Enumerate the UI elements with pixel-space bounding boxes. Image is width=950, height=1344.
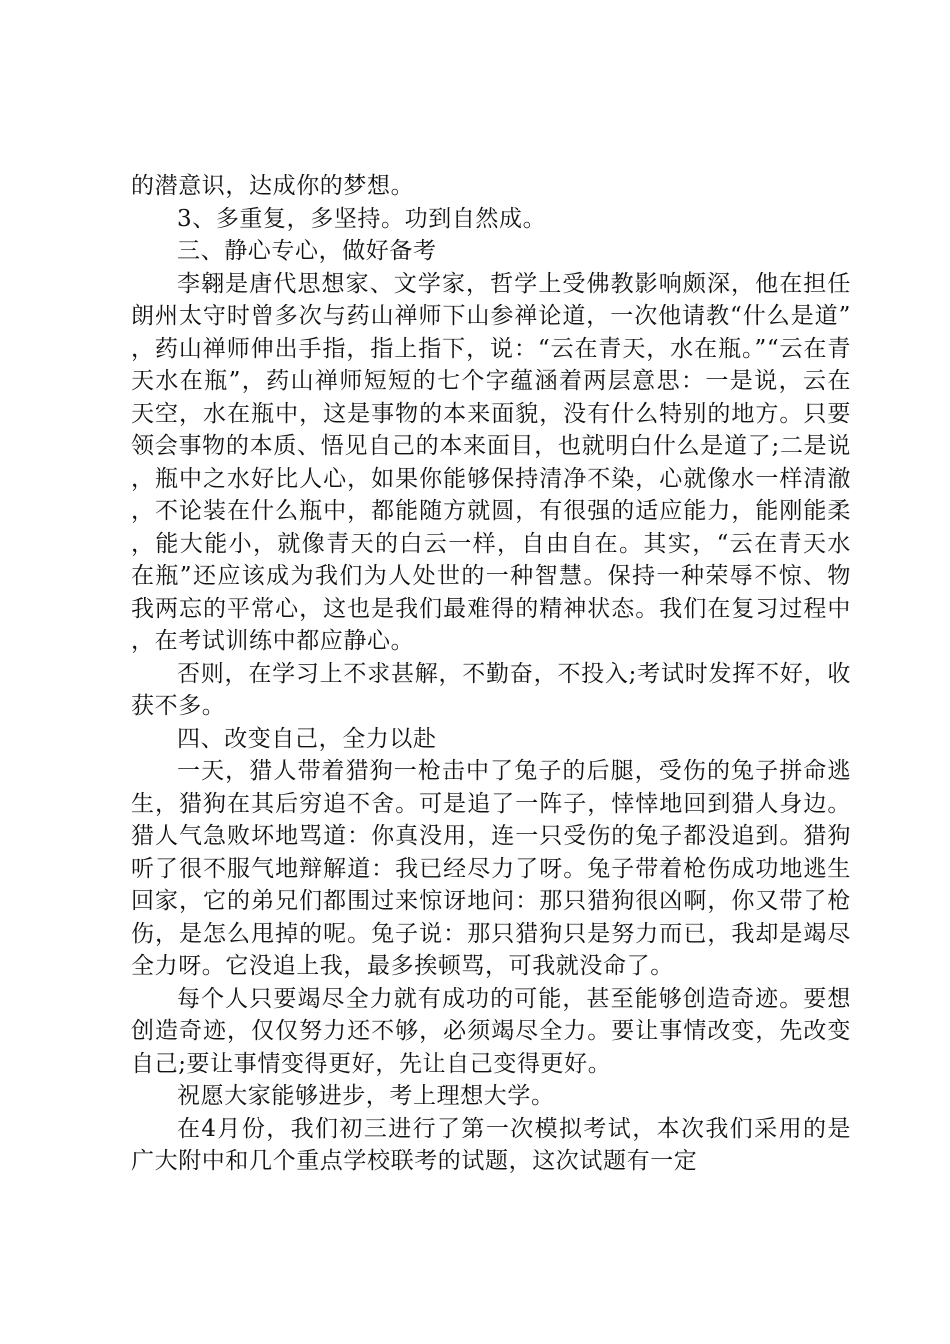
paragraph-mock-exam: 在4月份，我们初三进行了第一次模拟考试，本次我们采用的是广大附中和几个重点学校联考的试题，这次试题有一定 <box>131 1115 851 1174</box>
section-heading-3: 三、静心专心，做好备考 <box>177 238 437 264</box>
paragraph-hunter-story: 一天，猎人带着猎狗一枪击中了兔子的后腿，受伤的兔子拼命逃生，猎狗在其后穷追不舍。可是追了一阵子，悻悻地回到猎人身边。猎人气急败坏地骂道：你真没用，连一只受伤的兔子都没追到。猎狗听了很不服气地辩解道：我已经尽力了呀。兔子带着枪伤成功地逃生回家，它的弟兄们都围过来惊讶地问：那只猎狗很凶啊，你又带了枪伤，是怎么甩掉的呢。兔子说：那只猎狗只是努力而已，我却是竭尽全力呀。它没追上我，最多挨顿骂，可我就没命了。 <box>131 758 851 979</box>
paragraph-intro-continuation: 的潜意识，达成你的梦想。 <box>131 173 415 199</box>
document-body <box>131 170 851 1178</box>
section-heading-4: 四、改变自己，全力以赴 <box>177 725 437 752</box>
paragraph-effort: 每个人只要竭尽全力就有成功的可能，甚至能够创造奇迹。要想创造奇迹，仅仅努力还不够，必须竭尽全力。要让事情改变，先改变自己;要让事情变得更好，先让自己变得更好。 <box>131 985 851 1077</box>
paragraph-wishes: 祝愿大家能够进步，考上理想大学。 <box>177 1083 555 1109</box>
paragraph-li-ao-story: 李翱是唐代思想家、文学家，哲学上受佛教影响颇深，他在担任朗州太守时曾多次与药山禅师下山参禅论道，一次他请教“什么是道”，药山禅师伸出手指，指上指下，说：“云在青天，水在瓶。”“云在青天水在瓶”，药山禅师短短的七个字蕴涵着两层意思：一是说，云在天空，水在瓶中，这是事物的本来面貌，没有什么特别的地方。只要领会事物的本质、悟见自己的本来面目，也就明白什么是道了;二是说，瓶中之水好比人心，如果你能够保持清净不染，心就像水一样清澈，不论装在什么瓶中，都能随方就圆，有很强的适应能力，能刚能柔，能大能小，就像青天的白云一样，自由自在。其实，“云在青天水在瓶”还应该成为我们为人处世的一种智慧。保持一种荣辱不惊、物我两忘的平常心，这也是我们最难得的精神状态。我们在复习过程中，在考试训练中都应静心。 <box>131 270 851 654</box>
paragraph-point-3: 3、多重复，多坚持。功到自然成。 <box>177 205 547 232</box>
paragraph-otherwise: 否则，在学习上不求甚解，不勤奋，不投入;考试时发挥不好，收获不多。 <box>131 660 851 719</box>
